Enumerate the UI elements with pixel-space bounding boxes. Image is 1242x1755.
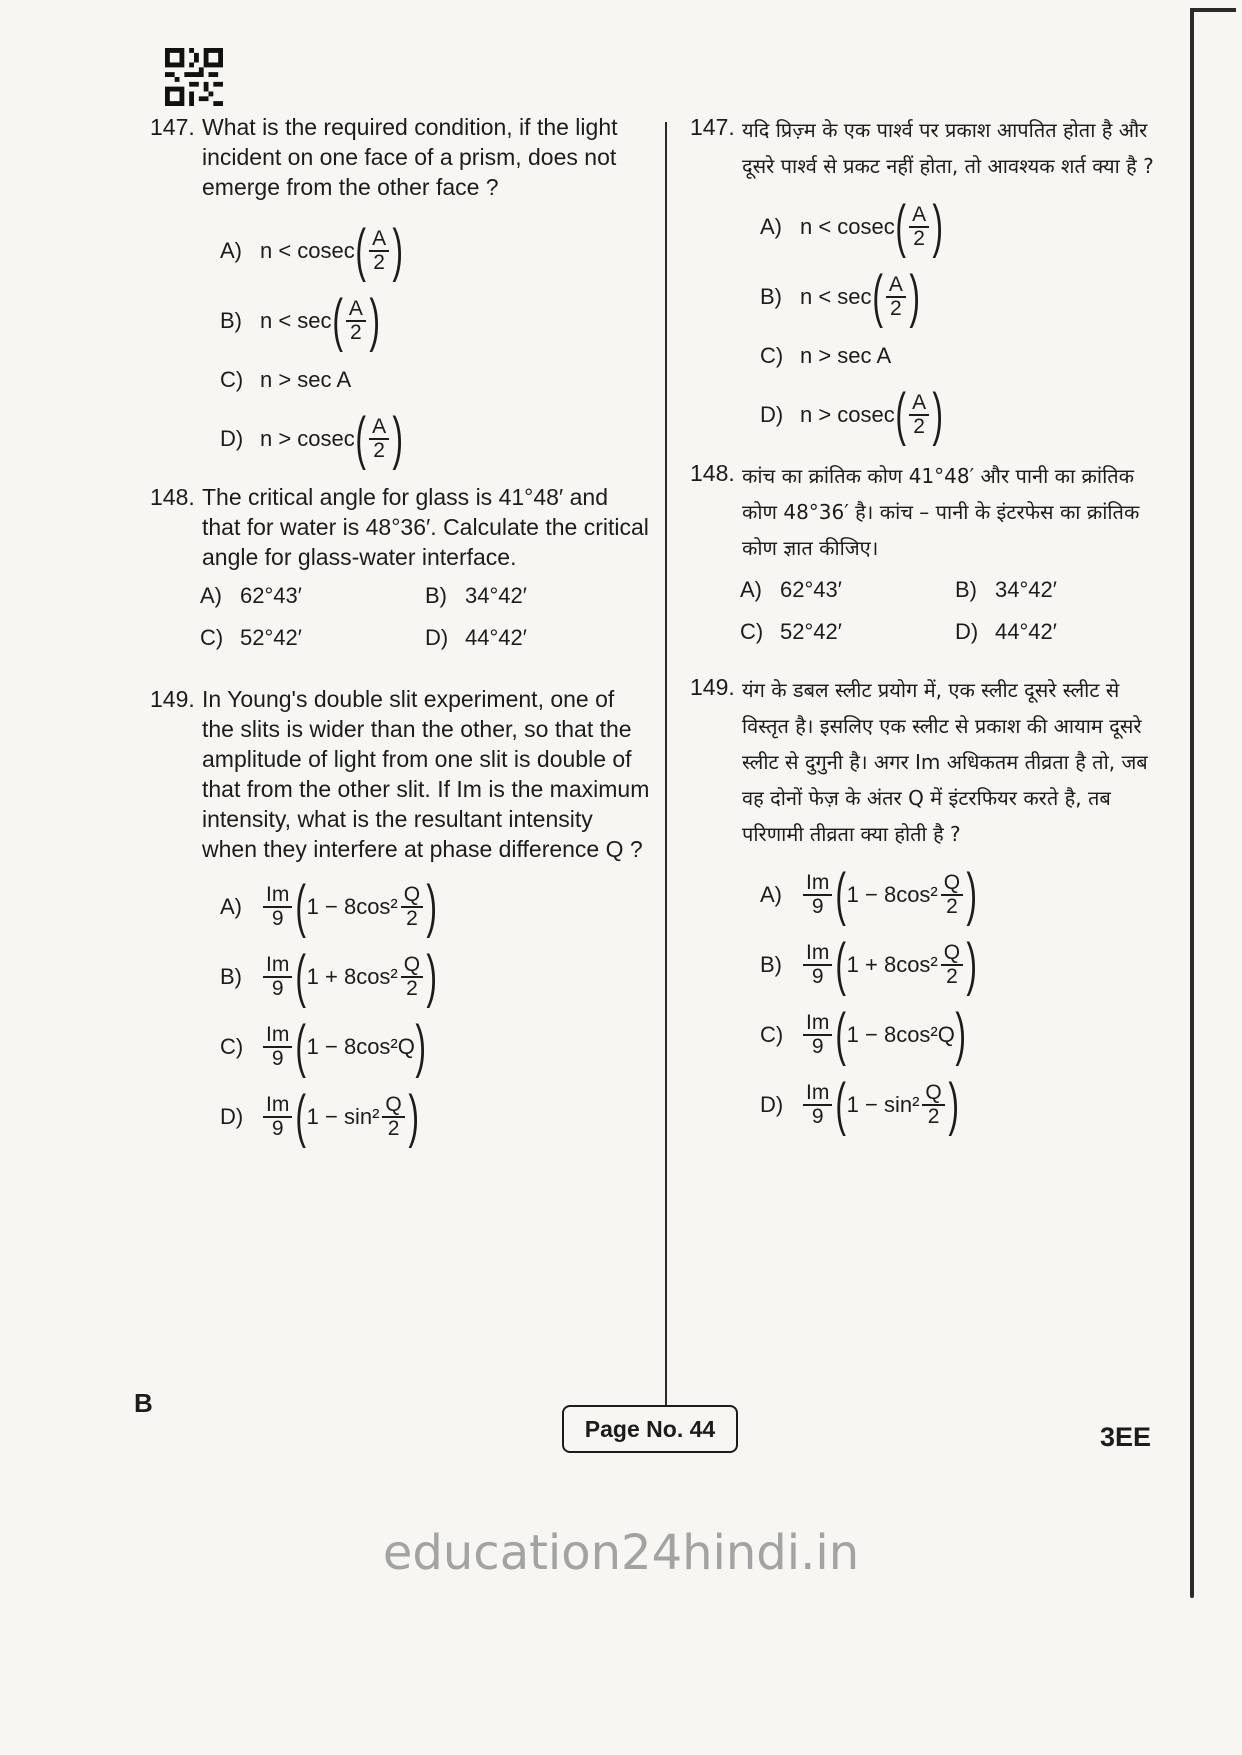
option-a: A) $\frac{Im}{9}$ ( 1 − 8cos² $\frac{Q}{2}$ ) (220, 874, 438, 939)
option-c: C) 52°42′ (200, 625, 302, 650)
question-147-hi (690, 112, 1170, 447)
question-text: यंग के डबल स्लीट प्रयोग में, एक स्लीट दूसरे स्लीट से विस्तृत है। इसलिए एक स्लीट से प्रकाश की आयाम दूसरे स्लीट से दुगुनी है। अगर Im अधिकतम तीव्रता है तो, जब वह दोनों फेज़ के अंतर Q में इंटरफियर करते है, तब परिणामी तीव्रता क्या होती है ? (742, 678, 1148, 846)
question-number: 147. (150, 114, 195, 140)
question-148-hi (690, 458, 1170, 648)
question-number: 149. (690, 674, 735, 700)
options-147-en (220, 218, 650, 471)
english-column (150, 112, 650, 1158)
option-d: D) $\frac{Im}{9}$ ( 1 − sin² $\frac{Q}{2}$ ) (760, 1072, 959, 1137)
question-text: What is the required condition, if the light incident on one face of a prism, does not emerge from the other face ? (202, 114, 618, 200)
options-149-hi (760, 862, 1170, 1137)
option-d: D) 44°42′ (955, 619, 1057, 644)
question-text: In Young's double slit experiment, one of the slits is wider than the other, so that the amplitude of light from one slit is double of that from the other slit. If Im is the maximum intensity, what is the resultant intensity when they interfere at phase difference Q ? (202, 686, 650, 862)
option-b: B) $\frac{Im}{9}$ ( 1 + 8cos² $\frac{Q}{2}$ ) (220, 944, 438, 1009)
option-b: B) n < sec ( $\frac{A}{2}$ ) (760, 264, 920, 329)
option-b: B) 34°42′ (425, 583, 527, 608)
option-a: A) n < cosec ( $\frac{A}{2}$ ) (220, 218, 404, 283)
qr-code-icon (165, 48, 223, 106)
question-number: 149. (150, 686, 195, 712)
option-c: C) $\frac{Im}{9}$ ( 1 − 8cos²Q ) (220, 1014, 426, 1079)
page-edge-mark (1190, 8, 1236, 12)
page-number-box: Page No. 44 (562, 1405, 738, 1453)
option-a: A) 62°43′ (740, 577, 842, 602)
question-149-hi (690, 672, 1170, 1137)
booklet-code: 3EE (1100, 1422, 1152, 1452)
option-b: B) 34°42′ (955, 577, 1057, 602)
option-a: A) 62°43′ (200, 583, 302, 608)
option-b: B) $\frac{Im}{9}$ ( 1 + 8cos² $\frac{Q}{2}$ ) (760, 932, 978, 997)
question-number: 148. (690, 460, 735, 486)
options-149-en (220, 874, 650, 1149)
question-text: यदि प्रिज़्म के एक पार्श्व पर प्रकाश आपतित होता है और दूसरे पार्श्व से प्रकट नहीं होता, तो आवश्यक शर्त क्या है ? (742, 118, 1154, 178)
option-c: C) $\frac{Im}{9}$ ( 1 − 8cos²Q ) (760, 1002, 966, 1067)
question-text: The critical angle for glass is 41°48′ and that for water is 48°36′. Calculate the critical angle for glass-water interface. (202, 484, 649, 570)
question-number: 148. (150, 484, 195, 510)
option-d: D) n > cosec ( $\frac{A}{2}$ ) (220, 406, 404, 471)
column-divider (665, 122, 667, 1412)
options-148-en (200, 580, 650, 654)
option-d: D) $\frac{Im}{9}$ ( 1 − sin² $\frac{Q}{2}$ ) (220, 1084, 419, 1149)
hindi-column (690, 112, 1170, 1146)
question-149-en (150, 684, 650, 1149)
options-147-hi (760, 194, 1170, 447)
option-a: A) $\frac{Im}{9}$ ( 1 − 8cos² $\frac{Q}{2}$ ) (760, 862, 978, 927)
question-text: कांच का क्रांतिक कोण 41°48′ और पानी का क्रांतिक कोण 48°36′ है। कांच – पानी के इंटरफेस का क्रांतिक कोण ज्ञात कीजिए। (742, 464, 1140, 560)
option-a: A) n < cosec ( $\frac{A}{2}$ ) (760, 194, 944, 259)
question-148-en (150, 482, 650, 654)
question-number: 147. (690, 114, 735, 140)
page-edge-line (1190, 8, 1194, 1598)
options-148-hi (740, 574, 1170, 648)
option-b: B) n < sec ( $\frac{A}{2}$ ) (220, 288, 380, 353)
option-c: C) n > sec A (220, 367, 352, 392)
option-c: C) n > sec A (760, 343, 892, 368)
question-147-en (150, 112, 650, 471)
set-letter: B (134, 1388, 153, 1418)
option-d: D) n > cosec ( $\frac{A}{2}$ ) (760, 382, 944, 447)
option-d: D) 44°42′ (425, 625, 527, 650)
option-c: C) 52°42′ (740, 619, 842, 644)
watermark-text: education24hindi.in (382, 1525, 860, 1581)
